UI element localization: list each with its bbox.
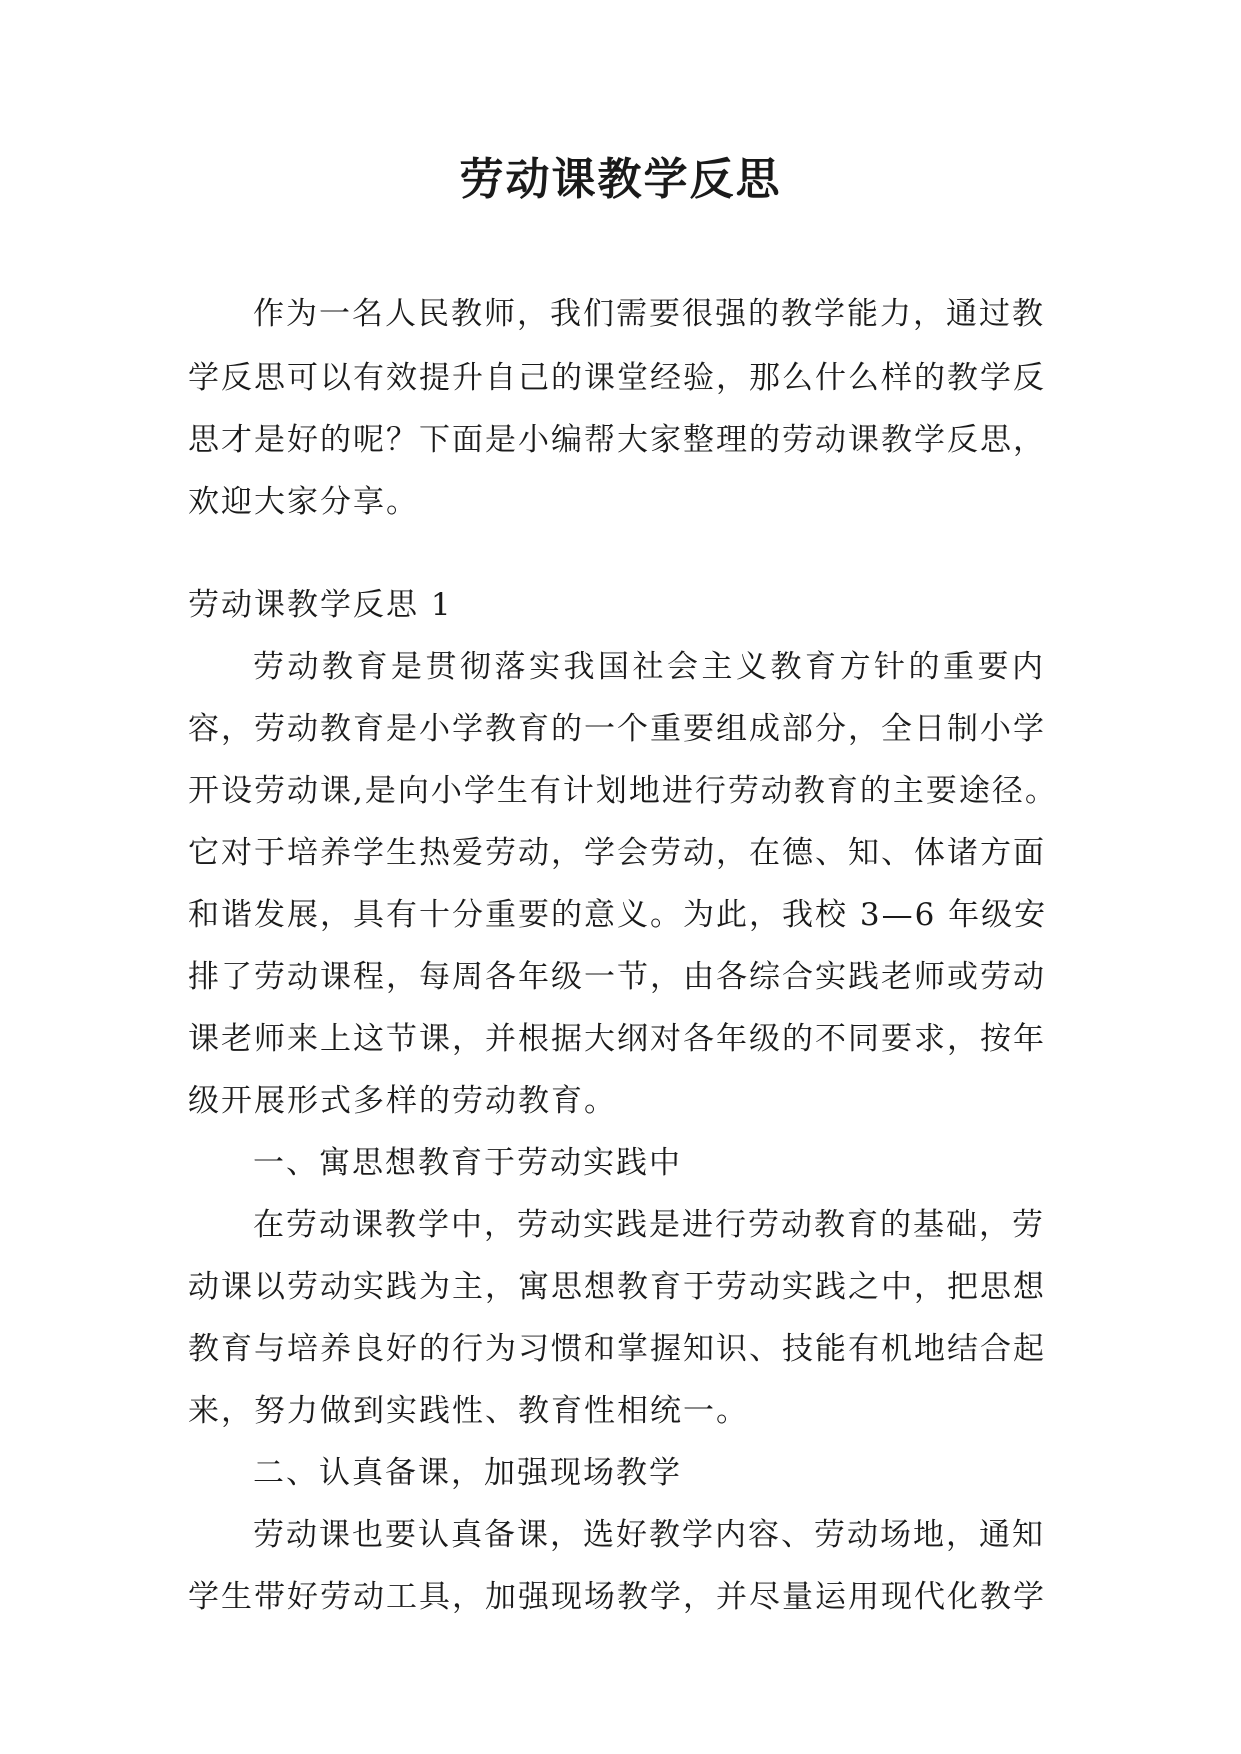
document-title: 劳动课教学反思	[459, 154, 782, 205]
paragraph-line: 容，劳动教育是小学教育的一个重要组成部分，全日制小学	[188, 711, 1046, 747]
paragraph-line: 它对于培养学生热爱劳动，学会劳动，在德、知、体诸方面	[188, 835, 1046, 871]
paragraph-line: 欢迎大家分享。	[188, 484, 419, 520]
paragraph-line: 作为一名人民教师，我们需要很强的教学能力，通过教	[253, 296, 1045, 332]
subheading: 一、寓思想教育于劳动实践中	[253, 1145, 682, 1181]
paragraph-line: 思才是好的呢？下面是小编帮大家整理的劳动课教学反思，	[188, 422, 1046, 458]
paragraph-line: 劳动课也要认真备课，选好教学内容、劳动场地，通知	[253, 1517, 1045, 1553]
paragraph-line: 级开展形式多样的劳动教育。	[188, 1083, 617, 1119]
paragraph-line: 在劳动课教学中，劳动实践是进行劳动教育的基础，劳	[253, 1207, 1045, 1243]
paragraph-line: 来，努力做到实践性、教育性相统一。	[188, 1393, 749, 1429]
paragraph-line: 课老师来上这节课，并根据大纲对各年级的不同要求，按年	[188, 1021, 1046, 1057]
paragraph-line: 教育与培养良好的行为习惯和掌握知识、技能有机地结合起	[188, 1331, 1046, 1367]
section-heading: 劳动课教学反思 1	[188, 587, 453, 623]
paragraph-line: 学生带好劳动工具，加强现场教学，并尽量运用现代化教学	[188, 1579, 1046, 1615]
paragraph-line: 开设劳动课,是向小学生有计划地进行劳动教育的主要途径。	[188, 773, 1058, 809]
subheading: 二、认真备课，加强现场教学	[253, 1455, 682, 1491]
paragraph-line: 动课以劳动实践为主，寓思想教育于劳动实践之中，把思想	[188, 1269, 1046, 1305]
paragraph-line: 和谐发展，具有十分重要的意义。为此，我校 3—6 年级安	[188, 897, 1048, 933]
paragraph-line: 劳动教育是贯彻落实我国社会主义教育方针的重要内	[253, 649, 1045, 685]
paragraph-line: 学反思可以有效提升自己的课堂经验，那么什么样的教学反	[188, 360, 1046, 396]
paragraph-line: 排了劳动课程，每周各年级一节，由各综合实践老师或劳动	[188, 959, 1046, 995]
